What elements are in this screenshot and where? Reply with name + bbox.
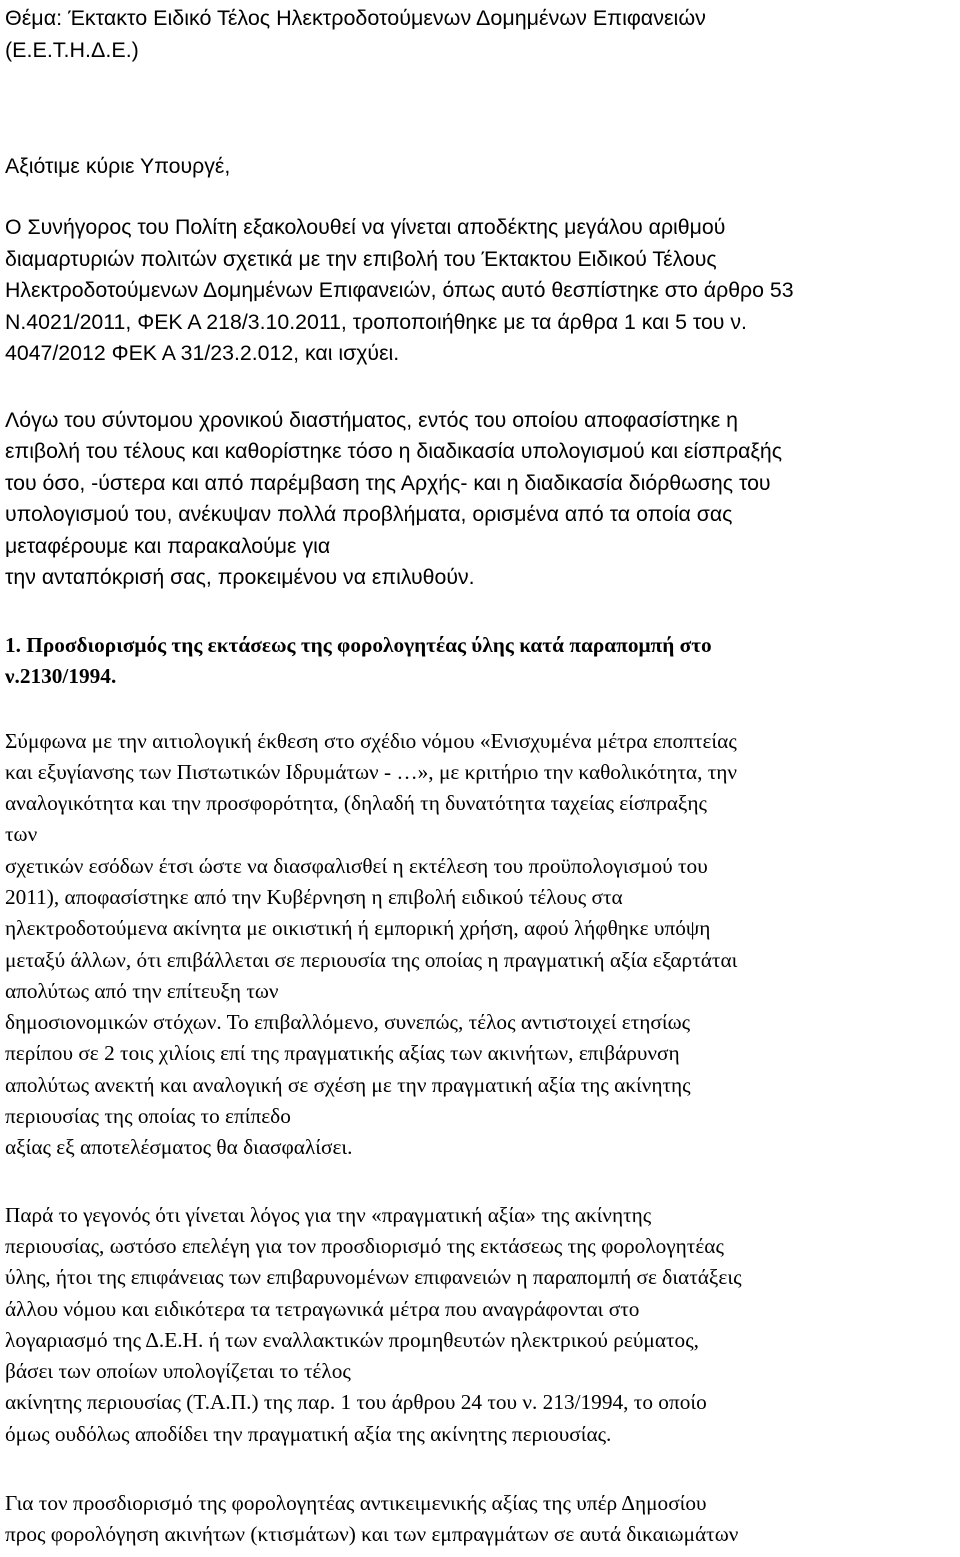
text-line: σχετικών εσόδων έτσι ώστε να διασφαλισθεί η εκτέλεση του προϋπολογισμού του [5, 853, 708, 878]
text-line: την ανταπόκρισή σας, προκειμένου να επιλυθούν. [5, 565, 475, 589]
text-line: μεταξύ άλλων, ότι επιβάλλεται σε περιουσία της οποίας η πραγματική αξία εξαρτάται [5, 947, 738, 972]
text-line: Ο Συνήγορος του Πολίτη εξακολουθεί να γίνεται αποδέκτης μεγάλου αριθμού [5, 215, 726, 239]
subject-line: (Ε.Ε.Τ.Η.Δ.Ε.) [5, 38, 139, 62]
paragraph-objective-value [5, 1488, 957, 1551]
subject-heading [5, 2, 957, 66]
text-line: δημοσιονομικών στόχων. Το επιβαλλόμενο, συνεπώς, τέλος αντιστοιχεί ετησίως [5, 1010, 691, 1035]
text-line: υπολογισμού του, ανέκυψαν πολλά προβλήματα, ορισμένα από τα οποία σας [5, 502, 733, 526]
text-line: ύλης, ήτοι της επιφάνειας των επιβαρυνομένων επιφανειών η παραπομπή σε διατάξεις [5, 1265, 742, 1290]
greeting: Αξιότιμε κύριε Υπουργέ, [5, 154, 231, 178]
text-line: περιουσίας της οποίας το επίπεδο [5, 1104, 291, 1129]
document-page [5, 0, 957, 1551]
text-line: μεταφέρουμε και παρακαλούμε για [5, 533, 331, 558]
text-line: αναλογικότητα και την προσφορότητα, (δηλαδή τη δυνατότητα ταχείας είσπραξης [5, 791, 707, 816]
text-line: και εξυγίανσης των Πιστωτικών Ιδρυμάτων - …», με κριτήριο την καθολικότητα, την [5, 759, 738, 784]
text-line: απολύτως από την επίτευξη των [5, 978, 279, 1003]
text-line: άλλου νόμου και ειδικότερα τα τετραγωνικά μέτρα που αναγράφονται στο [5, 1296, 640, 1321]
heading-line: 1. Προσδιορισμός της εκτάσεως της φορολογητέας ύλης κατά παραπομπή στο [5, 632, 712, 657]
text-line: ακίνητης περιουσίας (Τ.Α.Π.) της παρ. 1 του άρθρου 24 του ν. 213/1994, το οποίο [5, 1390, 707, 1415]
text-line: Σύμφωνα με την αιτιολογική έκθεση στο σχέδιο νόμου «Ενισχυμένα μέτρα εποπτείας [5, 728, 737, 753]
section-heading-1 [5, 630, 957, 692]
paragraph-complaints [5, 212, 957, 370]
text-line: Ν.4021/2011, ΦΕΚ Α 218/3.10.2011, τροποποιήθηκε με τα άρθρα 1 και 5 του ν. [5, 309, 747, 334]
text-line: περιουσίας, ωστόσο επελέγη για τον προσδιορισμό της εκτάσεως της φορολογητέας [5, 1233, 724, 1258]
text-line: Λόγω του σύντομου χρονικού διαστήματος, εντός του οποίου αποφασίστηκε η [5, 407, 738, 432]
text-line: διαμαρτυριών πολιτών σχετικά με την επιβολή του Έκτακτου Ειδικού Τέλους [5, 246, 717, 271]
text-line: 2011), αποφασίστηκε από την Κυβέρνηση η επιβολή ειδικού τέλους στα [5, 884, 623, 909]
text-line: λογαριασμό της Δ.Ε.Η. ή των εναλλακτικών προμηθευτών ηλεκτρικού ρεύματος, [5, 1327, 699, 1352]
text-line: προς φορολόγηση ακινήτων (κτισμάτων) και των εμπραγμάτων σε αυτά δικαιωμάτων [5, 1522, 739, 1547]
text-line: επιβολή του τέλους και καθορίστηκε τόσο η διαδικασία υπολογισμού και είσπραξής [5, 439, 783, 463]
text-line: αξίας εξ αποτελέσματος θα διασφαλίσει. [5, 1135, 353, 1160]
text-line: Ηλεκτροδοτούμενων Δομημένων Επιφανειών, όπως αυτό θεσπίστηκε στο άρθρο 53 [5, 278, 794, 302]
text-line: όμως ουδόλως αποδίδει την πραγματική αξία της ακίνητης περιουσίας. [5, 1421, 612, 1446]
paragraph-real-value [5, 1200, 957, 1450]
text-line: Παρά το γεγονός ότι γίνεται λόγος για την «πραγματική αξία» της ακίνητης [5, 1202, 652, 1227]
text-line: βάσει των οποίων υπολογίζεται το τέλος [5, 1359, 351, 1384]
heading-line: ν.2130/1994. [5, 663, 117, 688]
text-line: ηλεκτροδοτούμενα ακίνητα με οικιστική ή εμπορική χρήση, αφού λήφθηκε υπόψη [5, 916, 711, 941]
subject-line: Θέμα: Έκτακτο Ειδικό Τέλος Ηλεκτροδοτούμενων Δομημένων Επιφανειών [5, 6, 706, 30]
text-line: 4047/2012 ΦΕΚ Α 31/23.2.012, και ισχύει. [5, 341, 400, 365]
paragraph-explanatory-report [5, 726, 957, 1164]
paragraph-problems [5, 405, 957, 594]
text-line: των [5, 822, 38, 847]
text-line: Για τον προσδιορισμό της φορολογητέας αντικειμενικής αξίας της υπέρ Δημοσίου [5, 1491, 707, 1516]
text-line: περίπου σε 2 τοις χιλίοις επί της πραγματικής αξίας των ακινήτων, επιβάρυνση [5, 1041, 680, 1066]
text-line: του όσο, -ύστερα και από παρέμβαση της Αρχής- και η διαδικασία διόρθωσης του [5, 470, 771, 495]
text-line: απολύτως ανεκτή και αναλογική σε σχέση με την πραγματική αξία της ακίνητης [5, 1072, 691, 1097]
